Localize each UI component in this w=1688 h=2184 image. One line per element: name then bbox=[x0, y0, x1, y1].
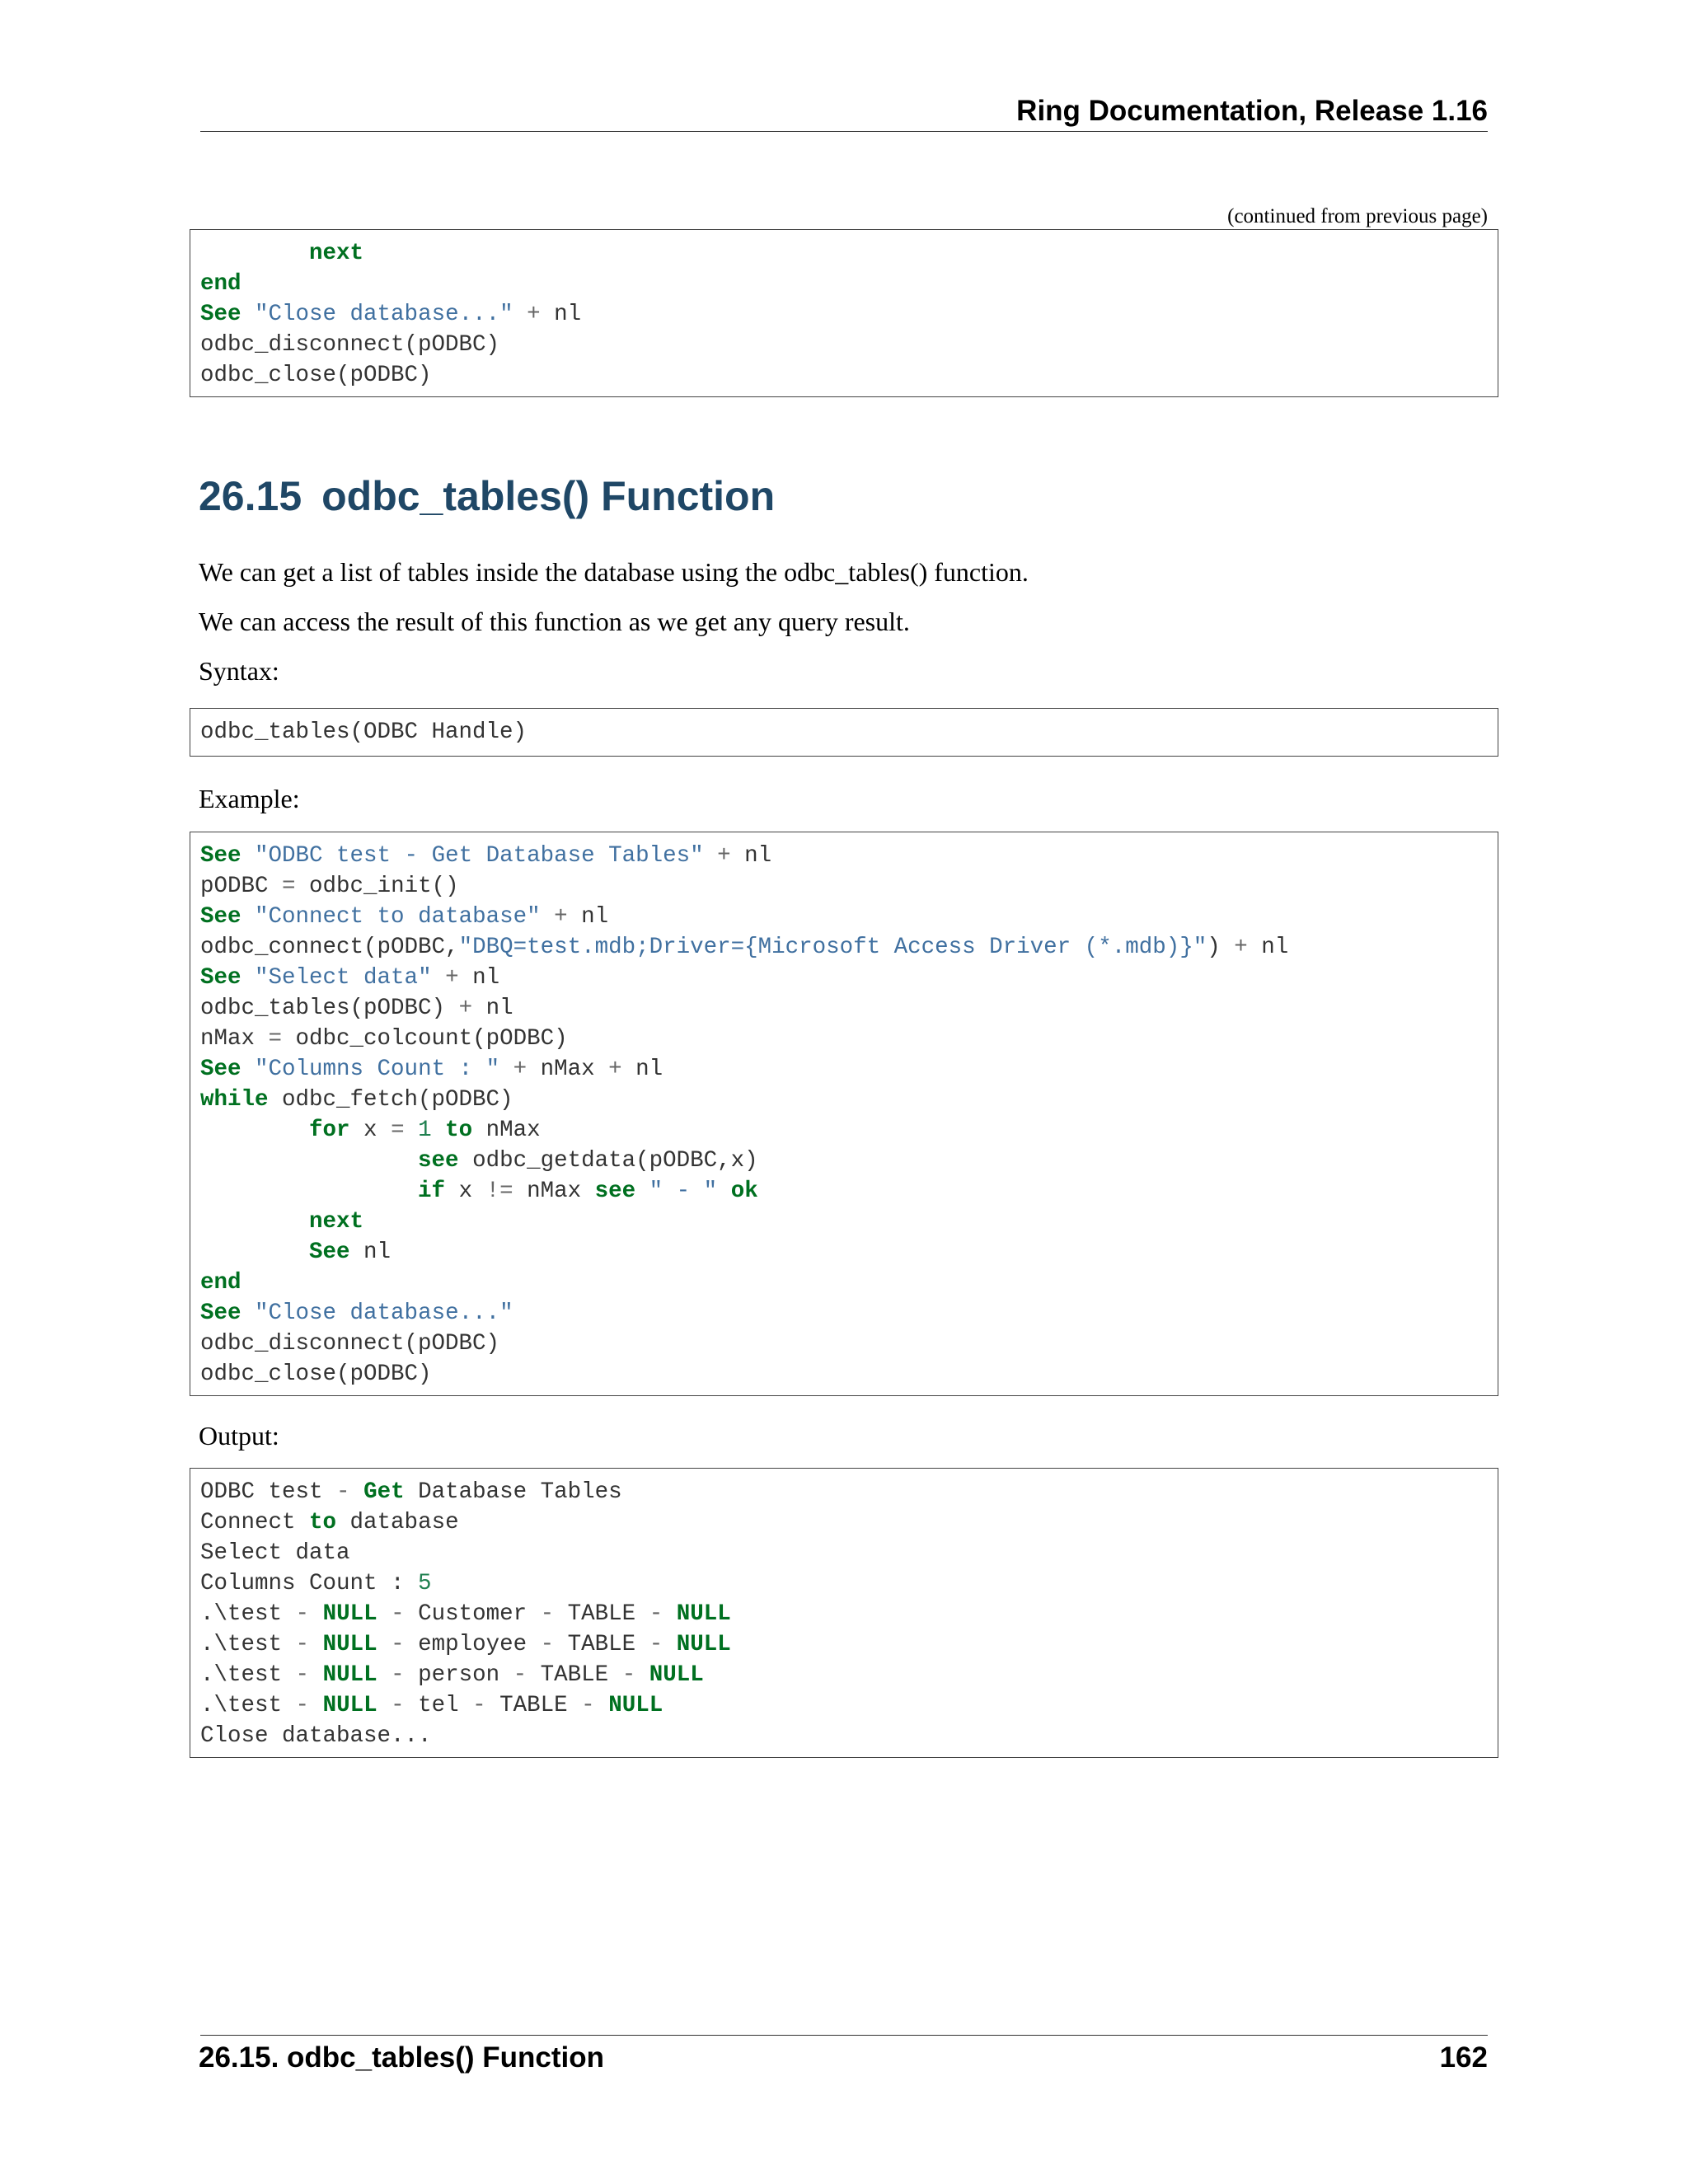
footer-divider bbox=[200, 2035, 1488, 2036]
paragraph-intro: We can get a list of tables inside the database using the odbc_tables() function. bbox=[199, 557, 1029, 587]
code-line: end bbox=[200, 1270, 241, 1296]
example-label: Example: bbox=[199, 784, 300, 813]
output-label: Output: bbox=[199, 1421, 279, 1451]
document-header-title: Ring Documentation, Release 1.16 bbox=[1016, 95, 1488, 127]
code-line: odbc_connect(pODBC,"DBQ=test.mdb;Driver={Microsoft Access Driver (*.mdb)}") + nl bbox=[200, 935, 1289, 960]
code-line: for x = 1 to nMax bbox=[309, 1118, 541, 1143]
code-line: nMax = odbc_colcount(pODBC) bbox=[200, 1026, 568, 1052]
continued-note: (continued from previous page) bbox=[1227, 205, 1488, 227]
code-line: See nl bbox=[309, 1240, 392, 1265]
code-line: pODBC = odbc_init() bbox=[200, 874, 459, 899]
code-line: odbc_tables(ODBC Handle) bbox=[200, 719, 528, 745]
code-line: See "Close database..." + nl bbox=[200, 302, 582, 327]
header-divider bbox=[200, 131, 1488, 132]
code-line: See "Close database..." bbox=[200, 1301, 513, 1326]
code-line: odbc_close(pODBC) bbox=[200, 363, 432, 388]
code-line: end bbox=[200, 271, 241, 297]
code-line: See "Connect to database" + nl bbox=[200, 904, 609, 930]
code-line: See "Select data" + nl bbox=[200, 965, 500, 991]
code-line: odbc_disconnect(pODBC) bbox=[200, 332, 500, 358]
code-line: .\test - NULL - employee - TABLE - NULL bbox=[200, 1632, 731, 1657]
section-number: 26.15 bbox=[199, 473, 302, 519]
code-line: if x != nMax see " - " ok bbox=[418, 1179, 758, 1204]
code-line: odbc_disconnect(pODBC) bbox=[200, 1331, 500, 1357]
code-line: next bbox=[200, 241, 364, 266]
code-line: Columns Count : 5 bbox=[200, 1571, 432, 1596]
paragraph-access: We can access the result of this function as we get any query result. bbox=[199, 607, 910, 636]
code-block-output bbox=[190, 1468, 1498, 1758]
code-line: odbc_tables(pODBC) + nl bbox=[200, 996, 513, 1021]
code-line: .\test - NULL - Customer - TABLE - NULL bbox=[200, 1601, 731, 1627]
code-line: ODBC test - Get Database Tables bbox=[200, 1479, 622, 1505]
code-block-syntax bbox=[190, 708, 1498, 757]
footer-section-ref: 26.15. odbc_tables() Function bbox=[199, 2041, 605, 2074]
code-line: Close database... bbox=[200, 1723, 432, 1749]
code-line: next bbox=[309, 1209, 364, 1235]
code-line: while odbc_fetch(pODBC) bbox=[200, 1087, 513, 1113]
code-line: .\test - NULL - person - TABLE - NULL bbox=[200, 1662, 704, 1688]
code-line: see odbc_getdata(pODBC,x) bbox=[418, 1148, 758, 1174]
code-line: Select data bbox=[200, 1540, 350, 1566]
footer-page-number: 162 bbox=[1439, 2041, 1488, 2074]
code-line: odbc_close(pODBC) bbox=[200, 1361, 432, 1387]
section-heading bbox=[199, 471, 775, 521]
code-line: See "ODBC test - Get Database Tables" + nl bbox=[200, 843, 772, 869]
code-block-example bbox=[190, 832, 1498, 1396]
code-line: .\test - NULL - tel - TABLE - NULL bbox=[200, 1693, 663, 1718]
syntax-label: Syntax: bbox=[199, 656, 279, 686]
code-block-continued bbox=[190, 229, 1498, 397]
code-line: See "Columns Count : " + nMax + nl bbox=[200, 1057, 663, 1082]
code-line: Connect to database bbox=[200, 1510, 459, 1535]
section-title: odbc_tables() Function bbox=[321, 473, 776, 519]
